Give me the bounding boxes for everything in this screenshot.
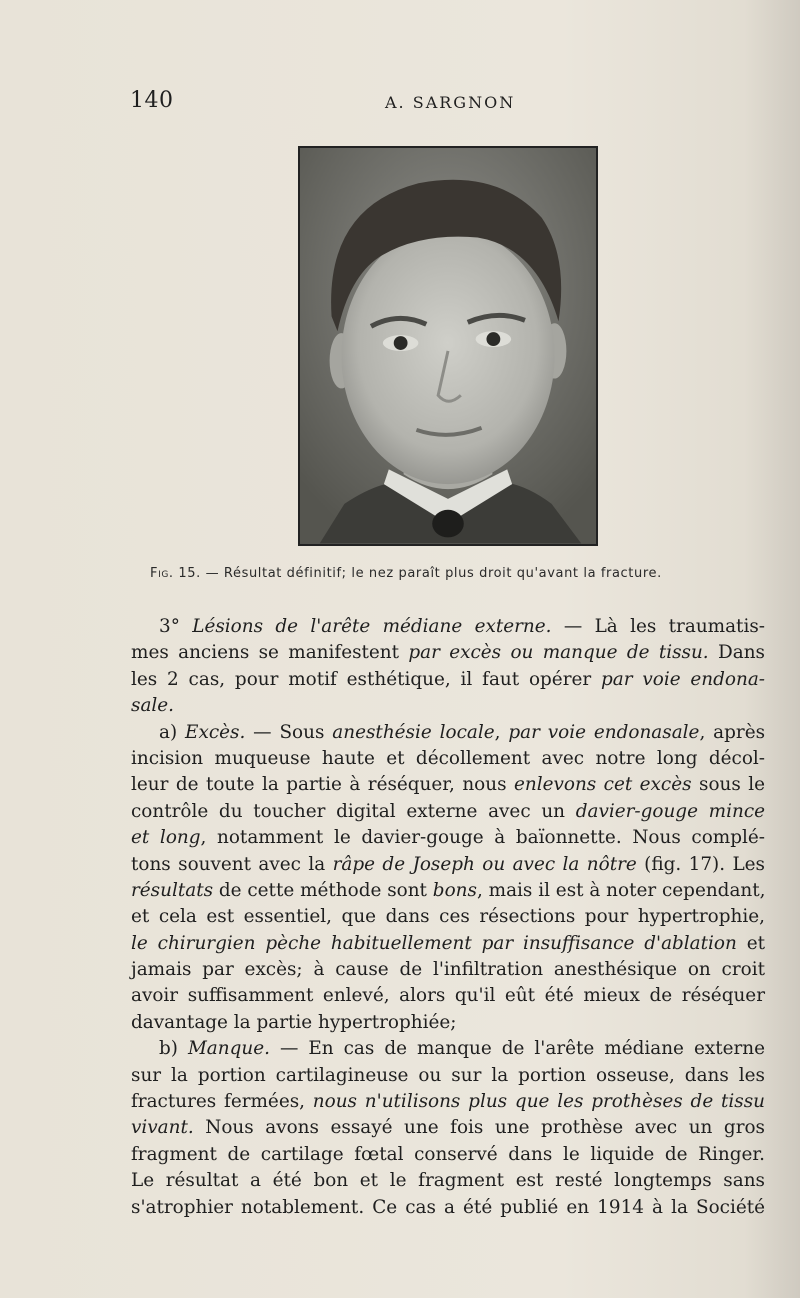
text-fragment: avoir suffisamment enlevé, alors qu'il eût été mieux de réséquer	[131, 985, 765, 1007]
text-fragment: Lésions de l'arête médiane externe.	[192, 616, 552, 637]
figure-label: Fig. 15. —	[150, 566, 220, 581]
text-fragment: (fig. 17). Les	[636, 853, 765, 875]
text-fragment: davier-gouge mince	[575, 800, 766, 822]
text-line	[131, 640, 765, 666]
text-fragment: Excès.	[185, 721, 246, 743]
running-head: A. SARGNON	[385, 93, 516, 112]
text-line	[131, 1036, 765, 1062]
text-fragment: enlevons cet excès	[513, 774, 692, 796]
text-line	[131, 904, 765, 930]
text-fragment: bons	[432, 879, 477, 901]
text-fragment: râpe de Joseph ou avec la nôtre	[332, 853, 637, 875]
text-fragment: Dans	[708, 642, 765, 664]
text-fragment: , notamment le davier-gouge à baïonnette. Nous complé-	[200, 827, 765, 849]
text-line	[131, 1089, 765, 1115]
text-line	[131, 878, 765, 904]
text-line	[131, 720, 765, 746]
text-line	[131, 1195, 765, 1221]
text-line	[131, 667, 765, 693]
page-number: 140	[130, 88, 174, 113]
text-line	[131, 614, 765, 640]
text-fragment: a)	[159, 721, 186, 743]
portrait-photograph	[298, 146, 598, 546]
text-fragment: vivant.	[131, 1117, 194, 1139]
text-fragment: anesthésie locale	[332, 721, 495, 743]
text-line	[131, 957, 765, 983]
text-fragment: — En cas de manque de l'arête médiane externe	[269, 1038, 765, 1060]
text-fragment: le chirurgien pèche habituellement par insuffisance d'ablation	[131, 932, 737, 954]
text-line	[131, 693, 765, 719]
text-fragment: s'atrophier notablement. Ce cas a été publié en 1914 à la Société	[131, 1196, 765, 1218]
portrait-illustration	[300, 148, 596, 544]
text-fragment: , après	[699, 721, 766, 743]
text-fragment: fractures fermées,	[131, 1091, 313, 1113]
text-fragment: mes anciens se manifestent	[131, 642, 409, 664]
text-fragment: Manque.	[187, 1038, 270, 1060]
text-line	[131, 931, 765, 957]
text-line	[131, 746, 765, 772]
text-fragment: résultats	[131, 879, 214, 901]
text-fragment: Le résultat a été bon et le fragment est resté longtemps sans	[131, 1170, 765, 1192]
figure-caption-text: Résultat définitif; le nez paraît plus droit qu'avant la fracture.	[223, 566, 662, 581]
text-line	[131, 825, 765, 851]
text-line	[131, 852, 765, 878]
text-fragment: et cela est essentiel, que dans ces résections pour hypertrophie,	[131, 906, 765, 928]
text-line	[131, 1063, 765, 1089]
text-fragment: Nous avons essayé une fois une prothèse avec un gros	[193, 1117, 765, 1139]
text-fragment: b)	[159, 1038, 188, 1060]
text-fragment: sous le	[691, 774, 766, 796]
text-line	[131, 1115, 765, 1141]
text-fragment: jamais par excès; à cause de l'infiltration anesthésique on croit	[131, 959, 765, 981]
text-fragment: ,	[494, 721, 509, 743]
text-fragment: fragment de cartilage fœtal conservé dans le liquide de Ringer.	[131, 1143, 765, 1165]
text-fragment: 3°	[159, 616, 193, 637]
text-fragment: nous n'utilisons plus que les prothèses de tissu	[312, 1091, 765, 1113]
text-line	[131, 983, 765, 1009]
text-fragment: incision muqueuse haute et décollement avec notre long décol-	[131, 747, 765, 769]
text-line	[131, 1142, 765, 1168]
text-fragment: — Là les traumatis-	[551, 616, 765, 637]
text-fragment: de cette méthode sont	[213, 879, 433, 901]
text-fragment: tons souvent avec la	[131, 853, 333, 875]
figure-caption	[150, 566, 750, 581]
text-fragment: par excès ou manque de tissu.	[408, 642, 709, 664]
text-fragment: les 2 cas, pour motif esthétique, il faut opérer	[131, 668, 601, 690]
text-line	[131, 1010, 765, 1036]
text-line	[131, 799, 765, 825]
text-line	[131, 1168, 765, 1194]
text-fragment: et	[736, 932, 765, 954]
text-fragment: et long	[131, 827, 201, 849]
text-fragment: sur la portion cartilagineuse ou sur la portion osseuse, dans les	[131, 1064, 765, 1086]
text-fragment: davantage la partie hypertrophiée;	[131, 1011, 457, 1033]
text-fragment: contrôle du toucher digital externe avec un	[131, 800, 576, 822]
text-fragment: — Sous	[245, 721, 333, 743]
text-fragment: par voie endonasale	[508, 721, 700, 743]
text-fragment: , mais il est à noter cependant,	[476, 879, 766, 901]
text-line	[131, 772, 765, 798]
text-fragment: leur de toute la partie à réséquer, nous	[131, 774, 514, 796]
text-fragment: sale.	[131, 695, 175, 717]
body-text	[131, 614, 765, 1221]
text-fragment: par voie endona-	[601, 668, 766, 690]
